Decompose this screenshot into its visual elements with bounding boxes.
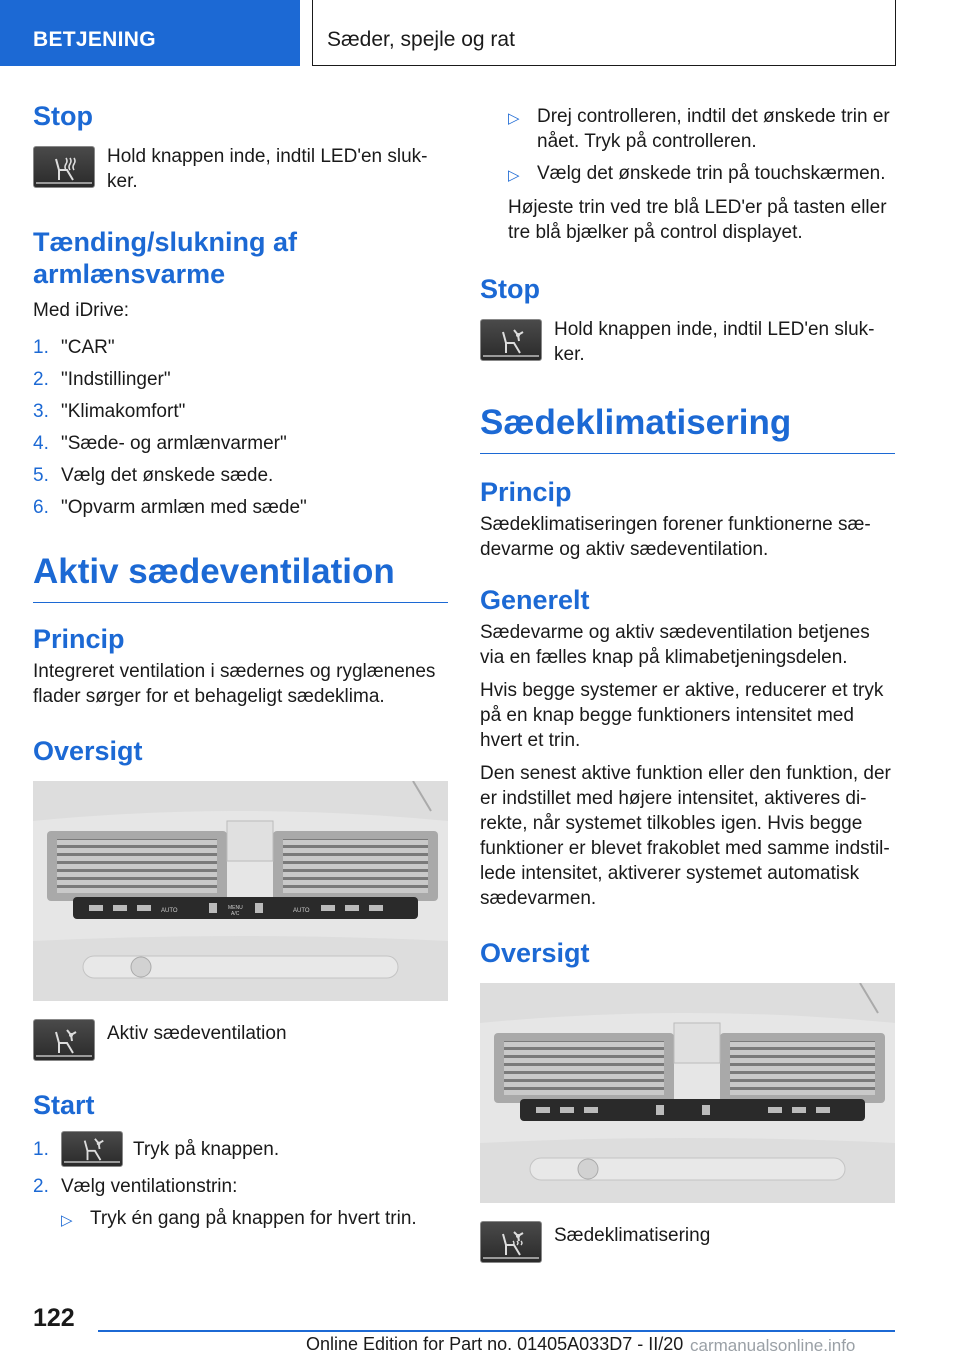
panel-label-ac: A/C bbox=[231, 911, 240, 917]
right-column bbox=[480, 104, 895, 1263]
seat-climate-button bbox=[480, 1221, 542, 1263]
climate-caption: Sædeklimatisering bbox=[554, 1225, 711, 1246]
climate-heading: Sædeklimatisering bbox=[480, 403, 895, 454]
footer-edition: Online Edition for Part no. 01405A033D7 - II/20 bbox=[306, 1334, 684, 1354]
general-text-3: Den senest aktive funktion eller den funktion, der er indstillet med højere intensitet, aktiveres di-rekte, når systemet tilkobles igen. Hvis begge funktioner er blevet frakoblet med samme indstil-lede intensitet, aktiverer systemet automatisk sædevarmen. bbox=[480, 763, 891, 909]
seat-heating-button bbox=[33, 146, 95, 188]
stop-row bbox=[480, 317, 895, 367]
principle-heading: Princip bbox=[33, 624, 125, 654]
climate-button-row bbox=[480, 1221, 895, 1263]
general-text-1: Sædevarme og aktiv sædeventilation betjenes via en fælles knap på klimabetjeningsdelen. bbox=[480, 622, 870, 668]
sub-step: ▷ Vælg det ønskede trin på touchskærmen. bbox=[480, 161, 895, 188]
ventilation-caption: Aktiv sædeventilation bbox=[107, 1023, 287, 1044]
principle-heading: Princip bbox=[480, 477, 572, 507]
left-column bbox=[33, 100, 448, 1240]
panel-label-auto-left: AUTO bbox=[161, 908, 178, 914]
principle-text: Integreret ventilation i sædernes og ryglænenes flader sørger for et behageligt sædeklima. bbox=[33, 661, 436, 707]
ventilation-button bbox=[33, 1019, 95, 1061]
general-text-2: Hvis begge systemer er aktive, reducerer et tryk på en knap begge funktioners intensitet med hvert et trin. bbox=[480, 680, 884, 751]
list-item: 2. Vælg ventilationstrin: bbox=[33, 1176, 238, 1197]
sub-step: ▷ Tryk én gang på knappen for hvert trin. bbox=[33, 1206, 448, 1233]
stop-row bbox=[33, 144, 448, 194]
seat-ventilation-icon bbox=[81, 1136, 107, 1162]
list-item: 1. Tryk på knappen. bbox=[33, 1131, 448, 1167]
ventilation-button-row bbox=[33, 1019, 448, 1061]
triangle-bullet-icon: ▷ bbox=[61, 1212, 73, 1229]
stop-heading: Stop bbox=[33, 101, 93, 131]
page-number: 122 bbox=[33, 1304, 75, 1332]
principle-text: Sædeklimatiseringen forener funktionerne sæ-devarme og aktiv sædeventilation. bbox=[480, 514, 871, 560]
list-item: 5. Vælg det ønskede sæde. bbox=[33, 465, 274, 486]
panel-label-auto-right: AUTO bbox=[293, 908, 310, 914]
start-heading: Start bbox=[33, 1090, 95, 1120]
list-item: 2. "Indstillinger" bbox=[33, 369, 171, 390]
ventilation-button bbox=[480, 319, 542, 361]
highest-level-text: Højeste trin ved tre blå LED'er på tasten eller tre blå bjælker på control displayet. bbox=[508, 197, 887, 243]
triangle-bullet-icon: ▷ bbox=[508, 110, 520, 127]
overview-heading: Oversigt bbox=[33, 736, 143, 766]
list-item: 3. "Klimakomfort" bbox=[33, 401, 186, 422]
armrest-intro: Med iDrive: bbox=[33, 300, 130, 321]
stop-text: Hold knappen inde, indtil LED'en sluk-ker. bbox=[107, 146, 428, 192]
start-steps bbox=[33, 1131, 448, 1199]
stop-heading: Stop bbox=[480, 274, 540, 304]
climate-panel-illustration bbox=[33, 781, 448, 1001]
ventilation-heading: Aktiv sædeventilation bbox=[33, 552, 448, 603]
panel-label-menu: MENU bbox=[228, 905, 243, 911]
list-item: 1. "CAR" bbox=[33, 337, 115, 358]
ventilation-button-inline bbox=[61, 1131, 123, 1167]
triangle-bullet-icon: ▷ bbox=[508, 167, 520, 184]
climate-panel-photo bbox=[33, 781, 448, 1001]
seat-ventilation-icon bbox=[500, 327, 526, 355]
general-heading: Generelt bbox=[480, 585, 590, 615]
armrest-heading: Tænding/slukning af armlænsvarme bbox=[33, 227, 297, 289]
header-section: BETJENING bbox=[0, 0, 300, 66]
seat-ventilation-icon bbox=[53, 1027, 79, 1055]
stop-text: Hold knappen inde, indtil LED'en sluk-ker. bbox=[554, 319, 875, 365]
list-item: 4. "Sæde- og armlænvarmer" bbox=[33, 433, 287, 454]
climate-panel-photo bbox=[480, 983, 895, 1203]
armrest-steps bbox=[33, 335, 448, 520]
climate-panel-illustration bbox=[480, 983, 895, 1203]
list-item: 6. "Opvarm armlæn med sæde" bbox=[33, 497, 307, 518]
overview-heading: Oversigt bbox=[480, 938, 590, 968]
footer-divider bbox=[98, 1330, 895, 1332]
seat-heating-icon bbox=[53, 154, 79, 182]
seat-climate-icon bbox=[500, 1229, 526, 1257]
watermark: carmanualsonline.info bbox=[690, 1336, 856, 1355]
header-title: Sæder, spejle og rat bbox=[312, 0, 896, 66]
sub-step: ▷ Drej controlleren, indtil det ønskede trin er nået. Tryk på controlleren. bbox=[508, 106, 890, 152]
